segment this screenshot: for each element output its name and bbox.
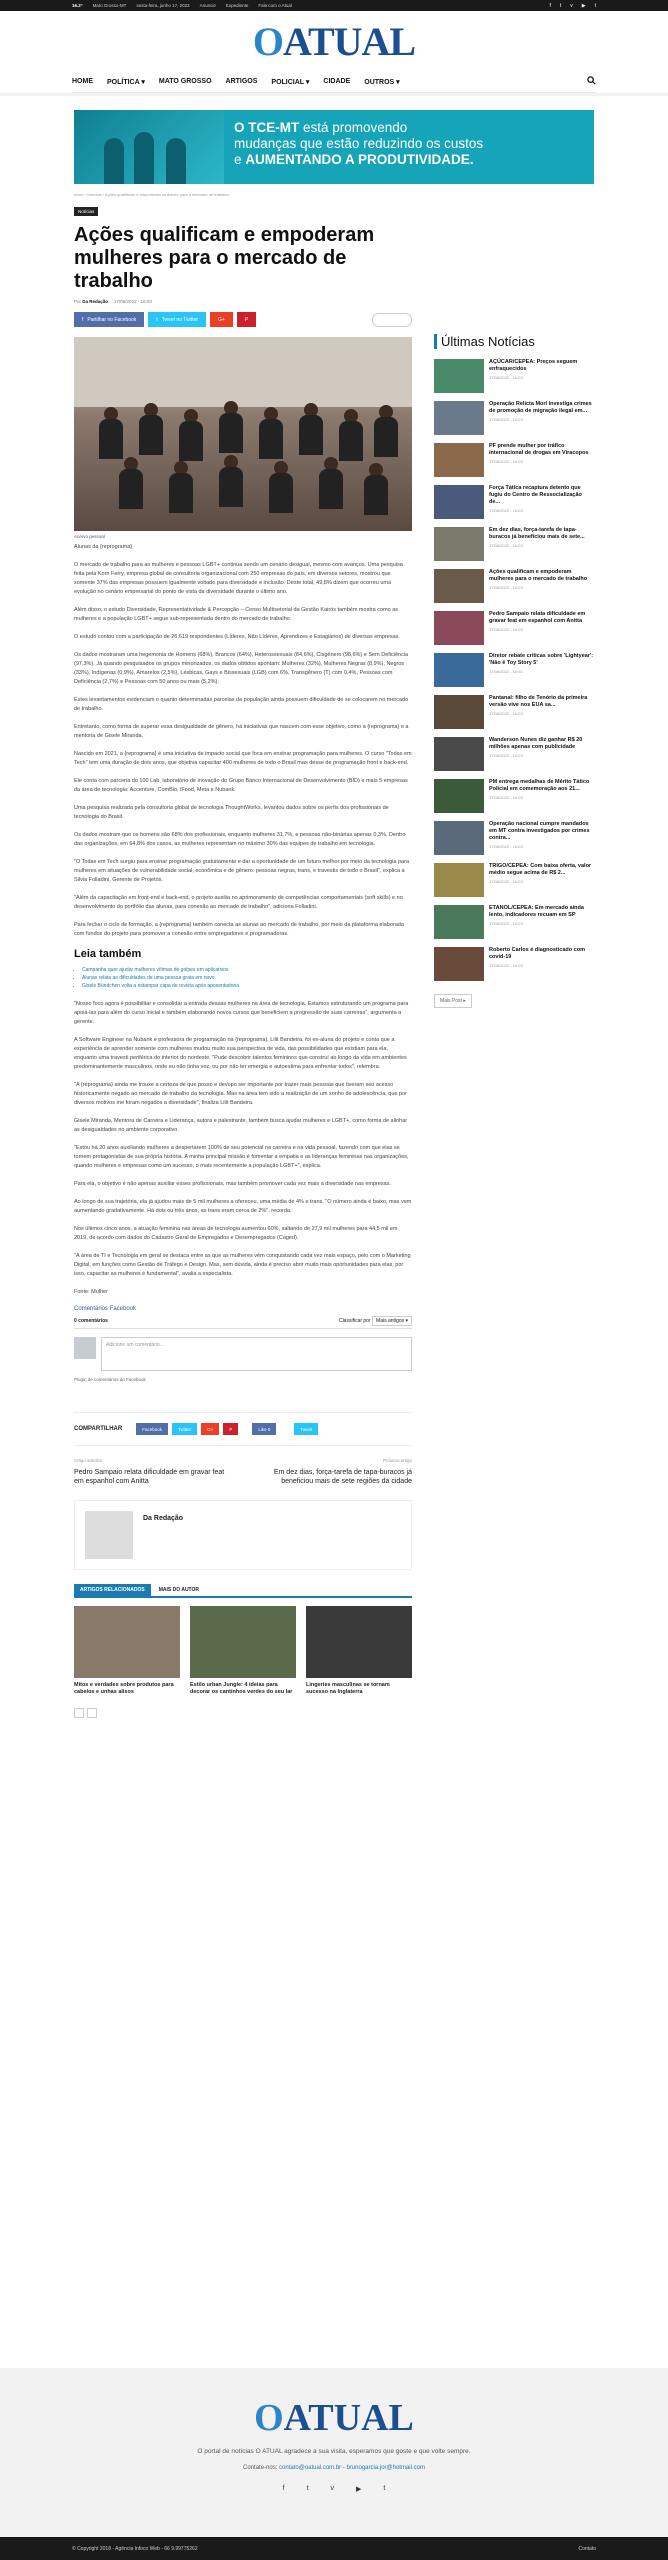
weather: 16.2° bbox=[72, 3, 83, 8]
news-date: 17/06/2022 - 16:03 bbox=[489, 795, 523, 800]
author-link[interactable]: Da Redação bbox=[82, 299, 109, 304]
vimeo-icon[interactable]: v bbox=[330, 2485, 335, 2492]
paragraph: "Além da capacitação em front-end e back-end, o projeto auxilia no aprimoramento de competências comportamentais (soft skills) e no desenvolvimento do portfólio das alunas, para conexão ao mercado de trabalho", adiciona Folladini. bbox=[74, 895, 403, 910]
news-title[interactable]: Roberto Carlos é diagnosticado com covid-19 bbox=[489, 947, 585, 960]
facebook-icon: f bbox=[82, 316, 84, 323]
related-tabs bbox=[74, 1584, 412, 1598]
share-facebook-button[interactable]: Facebook bbox=[136, 1423, 168, 1435]
article-title: Ações qualificam e empoderam mulheres para o mercado de trabalho bbox=[74, 224, 375, 292]
news-thumbnail[interactable] bbox=[434, 737, 484, 771]
footer-description: O portal de notícias O ATUAL agradece a sua visita, esperamos que goste e que volte sempre. bbox=[197, 2448, 471, 2455]
news-date: 17/06/2022 - 16:03 bbox=[489, 844, 523, 849]
news-title[interactable]: ETANOL/CEPEA: Em mercado ainda lento, indicadores recuam em SP bbox=[489, 905, 584, 918]
news-date: 17/06/2022 - 16:03 bbox=[489, 585, 523, 590]
also-read-link[interactable]: • Gisele Bündchen volta a estampar capa de revista após aposentadoria bbox=[82, 982, 412, 990]
news-title[interactable]: Pedro Sampaio relata dificuldade em gravar feat em espanhol com Anitta bbox=[489, 611, 586, 624]
footer bbox=[0, 2368, 668, 2537]
more-posts-button[interactable]: Mais Post ▸ bbox=[434, 994, 472, 1008]
news-title[interactable]: Pantanal: filho de Tenório da primeira versão vive nos EUA sa... bbox=[489, 695, 588, 708]
news-date: 17/06/2022 - 16:03 bbox=[489, 879, 523, 884]
paragraph: Para ela, o objetivo é não apenas auxiliar esses profissionais, mas também promover cada vez mais a diversidade nas empresas. bbox=[74, 1181, 392, 1187]
news-item[interactable] bbox=[434, 569, 594, 603]
menu-mato-grosso[interactable]: MATO GROSSO bbox=[158, 78, 212, 85]
news-title[interactable]: Ações qualificam e empoderam mulheres para o mercado de trabalho bbox=[489, 569, 588, 582]
menu-politica[interactable]: POLÍTICA ▾ bbox=[107, 78, 145, 86]
news-title[interactable]: Wanderson Nunes diz ganhar R$ 20 milhões apenas com publicidade bbox=[489, 737, 583, 750]
related-card[interactable] bbox=[74, 1606, 180, 1696]
paragraph: "O Todas em Tech surgiu para ensinar programação gratuitamente e dar a oportunidade de um futuro melhor por meio da tecnologia para mulheres em situações de vulnerabilidade social, econômica e de gênero: pessoas negras, trans, e travestis de todo o Brasil", explica a Silvia Folladini, Gerente de Projetos. bbox=[74, 859, 410, 883]
news-date: 17/06/2022 - 16:03 bbox=[489, 963, 523, 968]
tab-more-author[interactable]: MAIS DO AUTOR bbox=[158, 1587, 200, 1593]
related-title[interactable]: Mitos e verdades sobre produtos para cabelos e unhas alisos bbox=[74, 1682, 174, 1695]
also-read-list bbox=[74, 966, 412, 990]
next-article[interactable]: Próximo artigo Em dez dias, força-tarefa de tapa-buracos já beneficiou mais de sete regiões da cidade bbox=[273, 1458, 412, 1485]
breadcrumb[interactable]: Início › Notícias › Ações qualificam e empoderam mulheres para o mercado de trabalho bbox=[74, 192, 229, 197]
news-thumbnail[interactable] bbox=[434, 779, 484, 813]
news-item[interactable] bbox=[434, 485, 594, 519]
news-thumbnail[interactable] bbox=[434, 359, 484, 393]
twitter-icon[interactable]: t bbox=[559, 2, 562, 9]
menu-divider bbox=[0, 93, 668, 96]
paragraph: O mercado de trabalho para as mulheres e pessoas LGBT+ continua sendo um cenário desigual, mesmo com avanços. Uma pesquisa feita pela Korn Ferry, empresa global de consultoria organizacional com 250 empresas do país, em diversos setores, mostrou que somente 37% das empresas possuem igualmente voltado para diversidade e inclusão. Deste total, 49,8% dizem que ocorreu uma evolução no cenário empresarial do ponto de vista da diversidade durante o último ano. bbox=[74, 562, 403, 595]
share-twitter-button[interactable]: Twitter bbox=[172, 1423, 197, 1435]
top-bar bbox=[0, 0, 668, 11]
news-thumbnail[interactable] bbox=[434, 611, 484, 645]
copyright: © Copyright 2018 - Agência Infoco Web - 66 9.99775262 bbox=[72, 2545, 198, 2552]
news-date: 17/06/2022 - 16:03 bbox=[489, 753, 523, 758]
youtube-icon[interactable]: ▶ bbox=[581, 2, 586, 9]
twitter-icon[interactable]: t bbox=[306, 2485, 309, 2492]
share-label: COMPARTILHAR bbox=[74, 1426, 123, 1432]
banner-photo bbox=[74, 110, 224, 184]
footer-social bbox=[0, 2485, 668, 2493]
contact-email[interactable]: contato@oatual.com.br - brunogarcia.jor@hotmail.com bbox=[279, 2465, 425, 2471]
link-anuncie[interactable]: Anuncie bbox=[199, 3, 216, 8]
tweet-button[interactable]: Tweet bbox=[294, 1423, 318, 1435]
news-item[interactable] bbox=[434, 401, 594, 435]
news-item[interactable] bbox=[434, 695, 594, 729]
paragraph: Gisele Miranda, Mentora de Carreira e Liderança, autora e palestrante, também busca ajudar mulheres e LGBT+, como forma de alinhar as desigualdades no ambiente corporativo. bbox=[74, 1118, 408, 1133]
news-item[interactable] bbox=[434, 779, 594, 813]
paragraph: Para fechar o ciclo de formação, a {reprograma} também conecta as alunas ao mercado de trabalho, por meio da plataforma elaborada com fundos do projeto para promover a conexão entre empregadores e programadoras. bbox=[74, 922, 404, 937]
contact-link[interactable]: Contato bbox=[578, 2545, 596, 2552]
site-logo[interactable] bbox=[0, 11, 668, 71]
news-thumbnail[interactable] bbox=[434, 695, 484, 729]
link-expediente[interactable]: Expediente bbox=[225, 3, 249, 8]
news-item[interactable] bbox=[434, 527, 594, 561]
fb-comment-count: 0 comentários bbox=[74, 1318, 108, 1324]
sidebar bbox=[434, 184, 594, 1758]
twitter-icon-2[interactable]: t bbox=[383, 2485, 386, 2492]
latest-news-list bbox=[434, 359, 594, 981]
also-read-title: Leia também bbox=[74, 948, 142, 960]
social-links bbox=[549, 3, 596, 9]
news-title[interactable]: Em dez dias, força-tarefa de tapa-buracos já beneficiou mais de sete... bbox=[489, 527, 585, 540]
share-google-button[interactable]: G+ bbox=[201, 1423, 219, 1435]
facebook-icon[interactable]: f bbox=[549, 2, 551, 9]
also-read-link[interactable]: • Campanha quer ajudar mulheres vítimas de golpes em aplicativos bbox=[82, 966, 412, 974]
news-date: 17/06/2022 - 16:03 bbox=[489, 417, 523, 422]
share-pinterest-button[interactable]: P bbox=[223, 1423, 238, 1435]
news-thumbnail[interactable] bbox=[434, 401, 484, 435]
news-title[interactable]: Diretor rebate críticas sobre 'Lightyear': 'Não é Toy Story 5' bbox=[489, 653, 594, 666]
like-button[interactable]: Like 0 bbox=[252, 1423, 276, 1435]
paragraph: Os dados mostraram uma hegemonia de Homens (68%), Brancos (64%), Heterossexuais (84,6%), Cisgênero (98,6%) e Sem Deficiência (97,3%). Já quando pesquisados os grupos minorizados, os dados obtidos apontam: Mulheres (32%), Mulheres Negras (8,9%), Negros (33%), Indígenas (0,9%), Amarelos (2,5%), Lésbicas, Gays e Bissexuais (LGB) com 6%, Transgênero (T) com 0,4%, Pessoas com Deficiência (2,7%) e Pessoas com 50 anos ou mais (5,2%). bbox=[74, 652, 409, 685]
news-date: 17/06/2022 - 16:03 bbox=[489, 627, 523, 632]
author-box bbox=[74, 1500, 412, 1570]
news-date: 17/06/2022 - 16:03 bbox=[489, 375, 523, 380]
main-menu bbox=[72, 71, 596, 93]
also-read-link[interactable]: • Alunas relata as dificuldades de uma pessoa grata em novo bbox=[82, 974, 412, 982]
byline: Por Da Redação 17/06/2022 - 16:03 bbox=[74, 299, 152, 304]
news-title[interactable]: AÇÚCAR/CEPEA: Preços seguem enfraquecidos bbox=[489, 359, 578, 372]
news-item[interactable] bbox=[434, 737, 594, 771]
paragraph: Fonte: Mulher bbox=[74, 1289, 108, 1295]
search-icon[interactable] bbox=[587, 76, 596, 87]
paragraph: Entretanto, como forma de superar essa desigualdade de gênero, há iniciativas que nascem com esse objetivo, como a {reprograma} e a mentoria de Gisele Miranda. bbox=[74, 724, 409, 739]
paragraph: O estudo contou com a participação de 26.619 respondentes (Líderes, Não Líderes, Aprendizes e Estagiários) de diversas empresas. bbox=[74, 634, 400, 640]
article-date: 17/06/2022 - 16:03 bbox=[114, 299, 152, 304]
tab-related[interactable]: ARTIGOS RELACIONADOS bbox=[74, 1584, 151, 1596]
paragraph: Uma pesquisa realizada pela consultoria global de tecnologia ThoughtWorks, levantou dados sobre os perfis dos profissionais de tecnologia do Brasil. bbox=[74, 805, 389, 820]
prev-article[interactable]: Artigo anterior Pedro Sampaio relata dificuldade em gravar feat em espanhol com Anitta bbox=[74, 1458, 225, 1485]
category-badge[interactable]: Notícias bbox=[74, 207, 98, 216]
news-title[interactable]: Operação nacional cumpre mandados em MT contra investigados por crimes contra... bbox=[489, 821, 590, 841]
banner-text: O TCE-MT está promovendo mudanças que estão reduzindo os custos e AUMENTANDO A PRODUTIVIDADE. bbox=[234, 120, 484, 167]
share-twitter-button[interactable]: t Tweet no Twitter bbox=[148, 312, 206, 327]
twitter-icon: t bbox=[156, 316, 158, 323]
paragraph: Estes levantamentos evidenciam o quanto determinadas parcelas da população ainda possuem dificuldade de se colocarem no mercado de trabalho. bbox=[74, 697, 409, 712]
badge-icon bbox=[372, 313, 412, 327]
news-item[interactable] bbox=[434, 359, 594, 393]
paragraph: "A área de TI e Tecnologia em geral se destaca entre as que as mulheres vêm conquistando cada vez mais espaço, pelo com o Marketing Digital, em funções como Gestão de Tráfego e Design. Mas, sem dúvida, ainda é preciso abrir muito mais oportunidades para elas, por isso, capacitar as mulheres é fundamental", avalia a especialista. bbox=[74, 1253, 411, 1277]
logo-text: ATUAL bbox=[283, 18, 416, 64]
paragraph: Nos últimos cinco anos, a atuação feminina nas áreas de tecnologia aumentou 60%, saltando de 27,9 mil mulheres para 44,5 mil em 2019, de acordo com dados do Cadastro Geral de Empregados e Desempregados (Caged). bbox=[74, 1226, 398, 1241]
paragraph: Ele conta com parceria do 100 Lab, laboratório de inovação do Grupo Banco Internacional de Desenvolvimento (BID) e mais 5 empresas da área de tecnologia: Accenture, ComBio, iFood, Meta e Nubank. bbox=[74, 778, 408, 793]
menu-outros[interactable]: OUTROS ▾ bbox=[364, 78, 400, 86]
news-date: 17/06/2022 - 16:03 bbox=[489, 459, 523, 464]
link-fale[interactable]: Fale com o Atual bbox=[258, 3, 292, 8]
paragraph: "A {reprograma} ainda me trouxe a certeza de que posso e devopo ser importante por trazer mais pessoas que tiveram seu acesso historicamente negado ao mercado de trabalho da tecnologia. Mas na área tem sido a realização de um sonho de adolescência, que por diversos motivos me foram negados a diversidade", finaliza Lilit Bandeira. bbox=[74, 1082, 407, 1106]
related-thumbnail bbox=[190, 1606, 296, 1678]
paragraph: Alunas da {reprograma} bbox=[74, 544, 133, 550]
news-thumbnail[interactable] bbox=[434, 527, 484, 561]
footer-logo[interactable]: OATUAL bbox=[254, 2397, 414, 2439]
share-pinterest-button[interactable]: P bbox=[237, 312, 256, 327]
news-title[interactable]: Operação Relicta Mori investiga crimes de promoção de migração ilegal em... bbox=[489, 401, 592, 414]
news-item[interactable] bbox=[434, 611, 594, 645]
avatar bbox=[74, 1337, 96, 1359]
related-title[interactable]: Lingeries masculinas se tornam sucesso na Inglaterra bbox=[306, 1682, 390, 1695]
next-page-button[interactable] bbox=[87, 1708, 97, 1718]
fb-plugin-label[interactable]: Plugin de comentários do Facebook bbox=[74, 1377, 146, 1382]
news-thumbnail[interactable] bbox=[434, 569, 484, 603]
menu-cidade[interactable]: CIDADE bbox=[323, 78, 351, 85]
related-card[interactable] bbox=[306, 1606, 412, 1696]
news-date: 17/06/2022 - 16:03 bbox=[489, 921, 523, 926]
news-item[interactable] bbox=[434, 821, 594, 855]
news-item[interactable] bbox=[434, 947, 594, 981]
related-thumbnail bbox=[74, 1606, 180, 1678]
facebook-comments: Comentários Facebook 0 comentários Classificar por Mais antigos ▾ Adicione um comentário... Plugin de comentários do Facebook bbox=[74, 1306, 412, 1382]
share-google-button[interactable]: G+ bbox=[210, 312, 233, 327]
news-thumbnail[interactable] bbox=[434, 653, 484, 687]
article-photo bbox=[74, 337, 412, 531]
article-column bbox=[74, 184, 412, 1758]
ad-banner[interactable] bbox=[74, 110, 594, 184]
youtube-icon[interactable]: ▶ bbox=[356, 2486, 362, 2493]
fb-sort-select[interactable]: Mais antigos ▾ bbox=[372, 1316, 412, 1326]
city: Mato Grosso-MT bbox=[92, 3, 127, 8]
menu-artigos[interactable]: ARTIGOS bbox=[225, 78, 258, 85]
related-pager bbox=[74, 1708, 412, 1718]
news-title[interactable]: Força Tática recaptura detento que fugiu do Centro de Ressocialização de... bbox=[489, 485, 582, 505]
twitter-icon-2[interactable]: t bbox=[594, 2, 596, 9]
photo-caption: Acervo pessoal bbox=[74, 534, 105, 539]
article-body-continued bbox=[74, 1000, 412, 1297]
news-item[interactable] bbox=[434, 863, 594, 897]
share-facebook-button[interactable]: f Partilhar no Facebook bbox=[74, 312, 144, 327]
paragraph: A Software Engineer na Nubank e professora de programação na {reprograma}, Lilit Bandeira, foi ex-aluna do projeto e conta que a experiência de aprender somente com mulheres mudou muito sua perspectiva de vida, das possibilidades que existiam para ela, enquanto uma travesti periférica do interior do nordeste. "Pude descobrir talentos femininos que construí ao longo da vida em ambientes predominantemente masculinos, onde eu não tinha voz, ou por não ter emergia e autoestima para enfrentar todos", relembra. bbox=[74, 1037, 407, 1070]
news-title[interactable]: PM entrega medalhas de Mérito Tático Policial em comemoração aos 21... bbox=[489, 779, 590, 792]
comment-input[interactable]: Adicione um comentário... bbox=[101, 1337, 412, 1371]
date: sexta-feira, junho 17, 2022 bbox=[136, 3, 190, 8]
vimeo-icon[interactable]: v bbox=[570, 2, 573, 9]
news-title[interactable]: PF prende mulher por tráfico internacional de drogas em Viracopos bbox=[489, 443, 589, 456]
paragraph: Ao longo de sua trajetória, ela já ajudou mais de 5 mil mulheres a ofereceu, uma média de 4% e trans. "O número ainda é baixo, mas vem aumentando gradativamente. Há dois ou três anos, as trans eram cerca de 2%", recorda. bbox=[74, 1199, 412, 1214]
news-date: 17/06/2022 - 16:03 bbox=[489, 711, 523, 716]
news-thumbnail[interactable] bbox=[434, 863, 484, 897]
news-date: 17/06/2022 - 16:03 bbox=[489, 508, 523, 513]
news-title[interactable]: TRIGO/CEPEA: Com baixa oferta, valor médio segue acima de R$ 2... bbox=[489, 863, 592, 876]
share-row bbox=[74, 312, 412, 327]
menu-policial[interactable]: POLICIAL ▾ bbox=[271, 78, 310, 86]
logo-o: O bbox=[252, 18, 284, 64]
share-bar bbox=[74, 1412, 412, 1446]
article-body bbox=[74, 543, 412, 939]
paragraph: "Estou há 20 anos auxiliando mulheres a despertarem 100% de seu potencial na carreira e na vida pessoal, fazendo com que elas se tornem protagonistas de sua própria história. A minha principal missão é fomentar a empatia e as lideranças femininas nas organizações, quando mulheres e empresas como um sucesso, o mais recentemente a população LGBT+", explica. bbox=[74, 1145, 409, 1169]
news-date: 17/06/2022 - 16:03 bbox=[489, 543, 523, 548]
paragraph: Os dados mostram que os homens são 68% dos profissionais, enquanto mulheres 31,7%, e pessoas não-binárias apenas 0,3%. Dentro das organizações, em 64,8% dos casos, as mulheres representam no máximo 30% das equipes de trabalho em tecnologia. bbox=[74, 832, 406, 847]
news-thumbnail[interactable] bbox=[434, 443, 484, 477]
sidebar-title: Últimas Notícias bbox=[434, 334, 594, 349]
news-thumbnail[interactable] bbox=[434, 947, 484, 981]
news-date: 17/06/2022 - 16:03 bbox=[489, 669, 523, 674]
related-card[interactable] bbox=[190, 1606, 296, 1696]
footer-contact: Contate-nos: contato@oatual.com.br - brunogarcia.jor@hotmail.com bbox=[243, 2465, 425, 2471]
bottom-bar bbox=[0, 2537, 668, 2560]
paragraph: Nascido em 2021, a {reprograma} é uma iniciativa de impacto social que foca em ensinar programação para mulheres. O curso "Todas em Tech" tem uma duração de dois anos, que objetiva capacitar 400 mulheres de todo o Brasil mas desse de programação front e back-end. bbox=[74, 751, 412, 766]
news-thumbnail[interactable] bbox=[434, 821, 484, 855]
news-thumbnail[interactable] bbox=[434, 485, 484, 519]
prev-next-nav bbox=[74, 1456, 412, 1486]
news-item[interactable] bbox=[434, 653, 594, 687]
paragraph: Além disso, o estudo Diversidade, Representatividade & Percepção – Censo Multisetorial da Gestão Kairós também mostra como as mulheres e a população LGBT+ segue sub-representada dentro do mercado de trabalho. bbox=[74, 607, 399, 622]
news-item[interactable] bbox=[434, 905, 594, 939]
paragraph: "Nosso foco agora é possibilitar e consolidar a entrada dessas mulheres na área de tecnologia. Estamos estruturando um programa para apoiá-las para além do curso inicial e também elaborando novos cursos que beneficiem a progressão de suas carreiras", argumenta a gerente. bbox=[74, 1001, 409, 1025]
related-thumbnail bbox=[306, 1606, 412, 1678]
author-avatar bbox=[85, 1511, 133, 1559]
news-item[interactable] bbox=[434, 443, 594, 477]
news-thumbnail[interactable] bbox=[434, 905, 484, 939]
related-title[interactable]: Estilo urban Jungle: 4 ideias para decorar os cantinhos verdes do seu lar bbox=[190, 1682, 293, 1695]
prev-page-button[interactable] bbox=[74, 1708, 84, 1718]
menu-home[interactable]: HOME bbox=[72, 78, 93, 85]
related-grid bbox=[74, 1606, 412, 1696]
facebook-icon[interactable]: f bbox=[282, 2485, 285, 2492]
author-name[interactable]: Da Redação bbox=[143, 1515, 184, 1522]
fb-comments-link[interactable]: Comentários Facebook bbox=[74, 1306, 137, 1312]
